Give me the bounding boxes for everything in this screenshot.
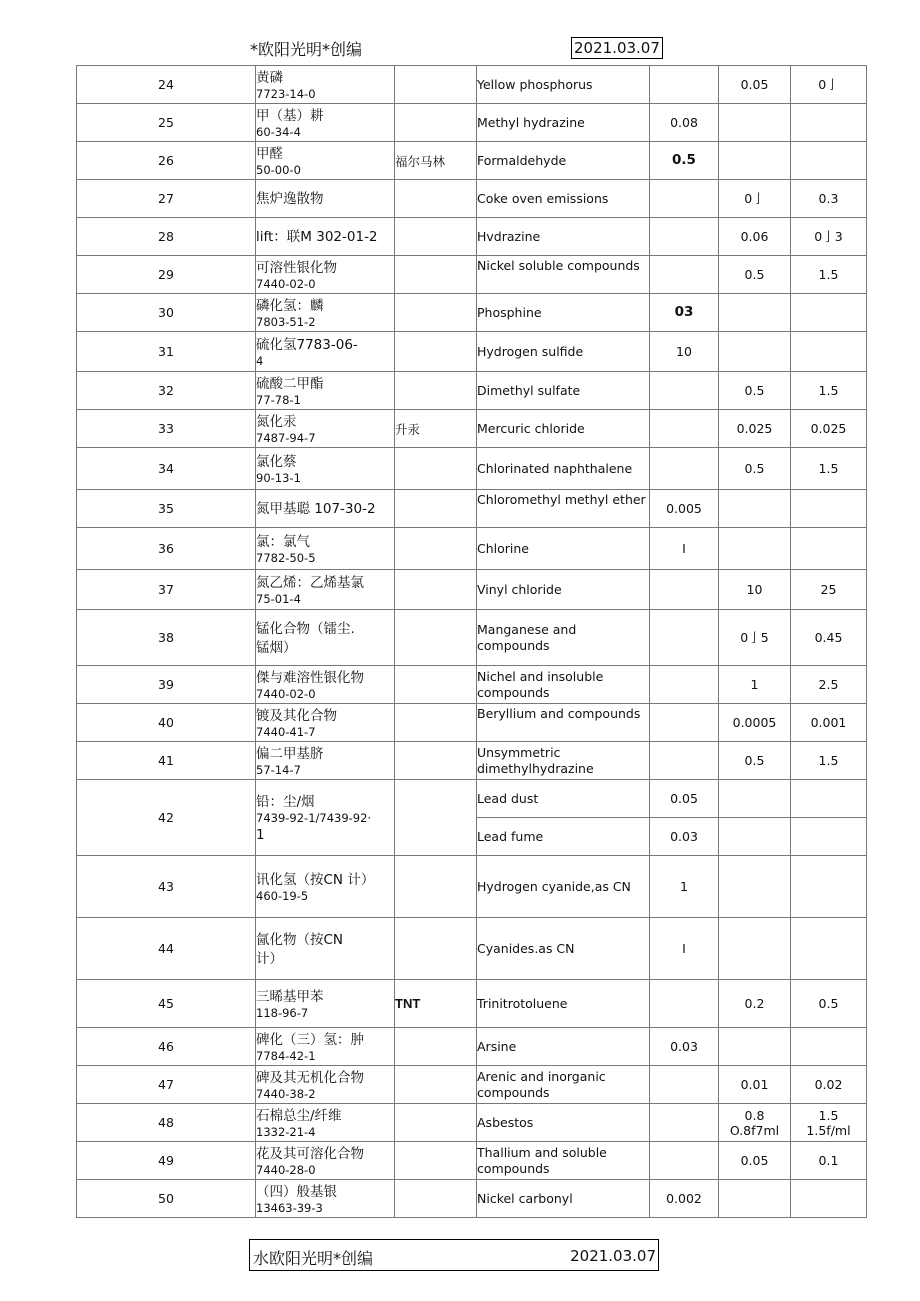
row-number: 41: [77, 742, 256, 780]
value-col-1: 0.002: [650, 1180, 719, 1218]
header-date: 2021.03.07: [571, 37, 663, 59]
cas-number: 118-96-7: [256, 1006, 309, 1020]
value-col-2: [719, 856, 791, 918]
value-col-1: 1: [650, 856, 719, 918]
value-col-3: 25: [791, 570, 867, 610]
table-row: [77, 1066, 867, 1104]
row-number: 45: [77, 980, 256, 1028]
chemical-name: 氮化汞: [256, 414, 297, 430]
table-row: [77, 610, 867, 666]
value-col-3: 1.5: [791, 448, 867, 490]
chemical-name-cell: [256, 66, 395, 104]
cas-number: 75-01-4: [256, 592, 301, 606]
row-number: 24: [77, 66, 256, 104]
chemical-name-cell: [256, 570, 395, 610]
value-col-1: [650, 666, 719, 704]
chemical-name: 甲（基）耕: [256, 108, 324, 124]
value-col-1: 0.03: [650, 818, 719, 856]
row-number: 49: [77, 1142, 256, 1180]
alias-name: [395, 1180, 477, 1218]
value-col-1: I: [650, 918, 719, 980]
table-row: [77, 66, 867, 104]
value-col-1: [650, 570, 719, 610]
cas-number: 460-19-5: [256, 889, 309, 903]
row-number: 33: [77, 410, 256, 448]
header-author: *欧阳光明*创编: [250, 40, 363, 59]
chemical-name: 氯化蔡: [256, 454, 297, 470]
value-col-2: 0.5: [719, 448, 791, 490]
value-col-3: [791, 142, 867, 180]
chemical-name-cell: [256, 742, 395, 780]
english-name: Vinyl chloride: [477, 570, 650, 610]
alias-name: [395, 1142, 477, 1180]
value-col-2: [719, 1104, 791, 1142]
alias-name: [395, 448, 477, 490]
alias-name: [395, 528, 477, 570]
chemical-name-cell: [256, 780, 395, 856]
table-row: [77, 180, 867, 218]
english-name: Asbestos: [477, 1104, 650, 1142]
value-col-2: 10: [719, 570, 791, 610]
chemical-name: 碑化（三）氢：肿: [256, 1032, 364, 1048]
cas-number: 4: [256, 354, 264, 368]
english-name: Methyl hydrazine: [477, 104, 650, 142]
cas-number-line2: 1: [256, 826, 265, 843]
cas-number: 7723-14-0: [256, 87, 316, 101]
value-col-1: 03: [650, 294, 719, 332]
table-row: [77, 856, 867, 918]
row-number: 36: [77, 528, 256, 570]
value-col-1: [650, 1066, 719, 1104]
english-name: Unsymmetric dimethylhydrazine: [477, 742, 650, 780]
row-number: 39: [77, 666, 256, 704]
alias-name: [395, 570, 477, 610]
value-col-1: [650, 704, 719, 742]
table-row: [77, 528, 867, 570]
alias-name: [395, 180, 477, 218]
value-col-1: [650, 1104, 719, 1142]
value-col-1: [650, 1142, 719, 1180]
table-row: [77, 1028, 867, 1066]
english-name: Lead fume: [477, 818, 650, 856]
alias-name: TNT: [395, 980, 477, 1028]
chemical-name-cell: [256, 1180, 395, 1218]
chemical-name: lift：联M 302-01-2: [256, 229, 378, 245]
row-number: 38: [77, 610, 256, 666]
value-col-1: [650, 180, 719, 218]
chemical-name: 锰化合物（镭尘.: [256, 620, 355, 637]
value-col-3: 0亅3: [791, 218, 867, 256]
english-name: Nickel soluble compounds: [477, 256, 650, 294]
value-col-3: 1.5: [791, 742, 867, 780]
value-col-2: 0.01: [719, 1066, 791, 1104]
value-col-3: [791, 780, 867, 818]
footer: [249, 1239, 659, 1271]
chemical-name-cell: [256, 610, 395, 666]
value-col-3: 0.3: [791, 180, 867, 218]
english-name: Manganese and compounds: [477, 610, 650, 666]
chemical-name: 硫酸二甲酯: [256, 376, 324, 392]
table-row: [77, 332, 867, 372]
english-name: Arenic and inorganic compounds: [477, 1066, 650, 1104]
chemical-name: 磷化氢：麟: [256, 298, 324, 314]
row-number: 47: [77, 1066, 256, 1104]
row-number: 50: [77, 1180, 256, 1218]
value-col-3: [791, 332, 867, 372]
value-col-2: 0.2: [719, 980, 791, 1028]
english-name: Lead dust: [477, 780, 650, 818]
chemical-name-cell: [256, 104, 395, 142]
chemical-name: 黄磷: [256, 70, 283, 86]
value-col-3: 2.5: [791, 666, 867, 704]
cas-number: 13463-39-3: [256, 1201, 323, 1215]
value-col-2: [719, 294, 791, 332]
alias-name: 福尔马林: [395, 142, 477, 180]
table-row: [77, 218, 867, 256]
row-number: 30: [77, 294, 256, 332]
value-col-3: [791, 104, 867, 142]
value-col-2: 0.06: [719, 218, 791, 256]
row-number: 31: [77, 332, 256, 372]
alias-name: [395, 704, 477, 742]
value-col-2: [719, 142, 791, 180]
english-name: Chlorine: [477, 528, 650, 570]
value-col-2: [719, 1028, 791, 1066]
value-col-3: 0.1: [791, 1142, 867, 1180]
chemical-name-cell: [256, 332, 395, 372]
alias-name: [395, 372, 477, 410]
value-col-2: 0.5: [719, 372, 791, 410]
cas-number: 7440-28-0: [256, 1163, 316, 1177]
cas-number: 50-00-0: [256, 163, 301, 177]
value-col-3: [791, 1104, 867, 1142]
value-col-2: [719, 918, 791, 980]
row-number: 37: [77, 570, 256, 610]
value-col-3-line1: 1.5: [818, 1107, 839, 1123]
chemical-name-line2: 锰烟）: [256, 639, 297, 656]
row-number: 28: [77, 218, 256, 256]
chemical-name: 焦炉逸散物: [256, 191, 324, 207]
chemical-name: 偏二甲基脐: [256, 746, 324, 762]
chemical-name: 傑与难溶性银化物: [256, 670, 364, 686]
alias-name: [395, 294, 477, 332]
chemical-name-cell: [256, 142, 395, 180]
table-row: [77, 294, 867, 332]
alias-name: [395, 66, 477, 104]
value-col-2-line1: 0.8: [744, 1107, 765, 1123]
row-number: 25: [77, 104, 256, 142]
value-col-3: [791, 294, 867, 332]
table-row: [77, 372, 867, 410]
value-col-1: 0.03: [650, 1028, 719, 1066]
value-col-3: [791, 1028, 867, 1066]
chemical-name-cell: [256, 448, 395, 490]
value-col-3: [791, 918, 867, 980]
chemical-name: 氮乙烯：乙烯基氯: [256, 575, 364, 591]
value-col-2: [719, 332, 791, 372]
alias-name: [395, 1066, 477, 1104]
alias-name: 升汞: [395, 410, 477, 448]
english-name: Nichel and insoluble compounds: [477, 666, 650, 704]
value-col-2: 0.5: [719, 742, 791, 780]
cas-number: 60-34-4: [256, 125, 301, 139]
table-row: [77, 104, 867, 142]
value-col-3: [791, 856, 867, 918]
value-col-2: 0亅5: [719, 610, 791, 666]
alias-name: [395, 918, 477, 980]
substance-table: [76, 65, 867, 1218]
value-col-1: 0.5: [650, 142, 719, 180]
value-col-2: 0.5: [719, 256, 791, 294]
alias-name: [395, 1028, 477, 1066]
cas-number: 7440-38-2: [256, 1087, 316, 1101]
value-col-1: [650, 980, 719, 1028]
chemical-name-cell: [256, 666, 395, 704]
value-col-2: [719, 490, 791, 528]
value-col-1: [650, 256, 719, 294]
row-number: 46: [77, 1028, 256, 1066]
chemical-name: 三晞基甲苯: [256, 989, 324, 1005]
value-col-2: 0亅: [719, 180, 791, 218]
english-name: Hvdrazine: [477, 218, 650, 256]
table-row: [77, 1104, 867, 1142]
chemical-name-cell: [256, 1028, 395, 1066]
value-col-1: 10: [650, 332, 719, 372]
chemical-name: 氯：氯气: [256, 534, 310, 550]
value-col-3: 1.5: [791, 256, 867, 294]
footer-date: 2021.03.07: [570, 1247, 656, 1265]
cas-number: 90-13-1: [256, 471, 301, 485]
value-col-3: 0.025: [791, 410, 867, 448]
chemical-name: 硫化氢7783-06-: [256, 337, 358, 353]
row-number: 34: [77, 448, 256, 490]
table-row: [77, 570, 867, 610]
english-name: Chloromethyl methyl ether: [477, 490, 650, 528]
row-number: 29: [77, 256, 256, 294]
chemical-name-cell: [256, 490, 395, 528]
value-col-1: 0.08: [650, 104, 719, 142]
value-col-1: [650, 218, 719, 256]
cas-number: 1332-21-4: [256, 1125, 316, 1139]
value-col-3: [791, 818, 867, 856]
alias-name: [395, 1104, 477, 1142]
english-name: Chlorinated naphthalene: [477, 448, 650, 490]
table-row: [77, 1142, 867, 1180]
value-col-2: 0.05: [719, 1142, 791, 1180]
cas-number: 7487-94-7: [256, 431, 316, 445]
chemical-name: 碑及其无机化合物: [256, 1070, 364, 1086]
cas-number: 7440-41-7: [256, 725, 316, 739]
table-row: [77, 780, 867, 818]
alias-name: [395, 104, 477, 142]
english-name: Formaldehyde: [477, 142, 650, 180]
english-name: Hydrogen cyanide,as CN: [477, 856, 650, 918]
value-col-3: 0.45: [791, 610, 867, 666]
row-number: 44: [77, 918, 256, 980]
alias-name: [395, 742, 477, 780]
value-col-3: 0.02: [791, 1066, 867, 1104]
value-col-2: [719, 528, 791, 570]
table-row: [77, 1180, 867, 1218]
value-col-3-line2: 1.5f/ml: [806, 1122, 851, 1138]
table-row: [77, 410, 867, 448]
chemical-name-cell: [256, 256, 395, 294]
table-row: [77, 980, 867, 1028]
value-col-3: [791, 528, 867, 570]
chemical-name: 石棉总尘/纤维: [256, 1108, 342, 1124]
value-col-2: 0.025: [719, 410, 791, 448]
table-row: [77, 448, 867, 490]
row-number: 43: [77, 856, 256, 918]
value-col-3: 0.5: [791, 980, 867, 1028]
table-row: [77, 256, 867, 294]
chemical-name-cell: [256, 980, 395, 1028]
value-col-1: I: [650, 528, 719, 570]
chemical-name: 花及其可溶化合物: [256, 1146, 364, 1162]
chemical-name-cell: [256, 1066, 395, 1104]
value-col-3: 0亅: [791, 66, 867, 104]
english-name: Cyanides.as CN: [477, 918, 650, 980]
chemical-name-cell: [256, 294, 395, 332]
chemical-name-cell: [256, 704, 395, 742]
footer-author: 水欧阳光明*创编: [253, 1249, 374, 1268]
row-number: 35: [77, 490, 256, 528]
english-name: Coke oven emissions: [477, 180, 650, 218]
english-name: Phosphine: [477, 294, 650, 332]
chemical-name: 甲醛: [256, 146, 283, 162]
row-number: 27: [77, 180, 256, 218]
alias-name: [395, 256, 477, 294]
cas-number: 7440-02-0: [256, 687, 316, 701]
value-col-1: [650, 742, 719, 780]
row-number: 32: [77, 372, 256, 410]
alias-name: [395, 332, 477, 372]
chemical-name: 可溶性银化物: [256, 260, 337, 276]
value-col-1: [650, 610, 719, 666]
english-name: Nickel carbonyl: [477, 1180, 650, 1218]
chemical-name-cell: [256, 856, 395, 918]
cas-number: 7803-51-2: [256, 315, 316, 329]
value-col-2: [719, 1180, 791, 1218]
alias-name: [395, 856, 477, 918]
table-row: [77, 142, 867, 180]
value-col-2: [719, 780, 791, 818]
value-col-1: 0.05: [650, 780, 719, 818]
cas-number: 7782-50-5: [256, 551, 316, 565]
chemical-name-cell: [256, 218, 395, 256]
english-name: Trinitrotoluene: [477, 980, 650, 1028]
chemical-name: 氤化物（按CN: [256, 931, 344, 948]
english-name: Dimethyl sulfate: [477, 372, 650, 410]
table-row: [77, 918, 867, 980]
table-row: [77, 490, 867, 528]
chemical-name-cell: [256, 918, 395, 980]
table-row: [77, 704, 867, 742]
value-col-1: [650, 448, 719, 490]
english-name: Hydrogen sulfide: [477, 332, 650, 372]
chemical-name-cell: [256, 528, 395, 570]
value-col-1: 0.005: [650, 490, 719, 528]
row-number: 26: [77, 142, 256, 180]
value-col-3: [791, 490, 867, 528]
cas-number: 77-78-1: [256, 393, 301, 407]
value-col-2-line2: O.8f7ml: [729, 1122, 780, 1138]
cas-number: 7439-92-1/7439-92·: [256, 810, 372, 825]
alias-name: [395, 666, 477, 704]
value-col-2: [719, 818, 791, 856]
chemical-name-cell: [256, 180, 395, 218]
chemical-name: （四）般基银: [256, 1184, 337, 1200]
value-col-1: [650, 410, 719, 448]
alias-name: [395, 218, 477, 256]
chemical-name-line2: 计）: [256, 950, 283, 967]
row-number: 42: [77, 780, 256, 856]
english-name: Thallium and soluble compounds: [477, 1142, 650, 1180]
alias-name: [395, 610, 477, 666]
chemical-name-cell: [256, 1104, 395, 1142]
value-col-2: [719, 104, 791, 142]
value-col-1: [650, 372, 719, 410]
chemical-name-cell: [256, 410, 395, 448]
alias-name: [395, 780, 477, 856]
row-number: 48: [77, 1104, 256, 1142]
value-col-3: 1.5: [791, 372, 867, 410]
value-col-3: [791, 1180, 867, 1218]
chemical-name-cell: [256, 372, 395, 410]
table-row: [77, 742, 867, 780]
chemical-name: 讯化氢（按CN 计）: [256, 872, 375, 888]
value-col-3: 0.001: [791, 704, 867, 742]
english-name: Yellow phosphorus: [477, 66, 650, 104]
value-col-2: 0.0005: [719, 704, 791, 742]
cas-number: 57-14-7: [256, 763, 301, 777]
english-name: Beryllium and compounds: [477, 704, 650, 742]
english-name: Mercuric chloride: [477, 410, 650, 448]
chemical-name-cell: [256, 1142, 395, 1180]
table-row: [77, 666, 867, 704]
alias-name: [395, 490, 477, 528]
cas-number: 7784-42-1: [256, 1049, 316, 1063]
english-name: Arsine: [477, 1028, 650, 1066]
cas-number: 7440-02-0: [256, 277, 316, 291]
value-col-2: 0.05: [719, 66, 791, 104]
chemical-name: 镀及其化合物: [256, 708, 337, 724]
value-col-1: [650, 66, 719, 104]
row-number: 40: [77, 704, 256, 742]
chemical-name: 氮甲基聪 107-30-2: [256, 501, 376, 517]
value-col-2: 1: [719, 666, 791, 704]
chemical-name: 铅：尘/烟: [256, 793, 315, 810]
